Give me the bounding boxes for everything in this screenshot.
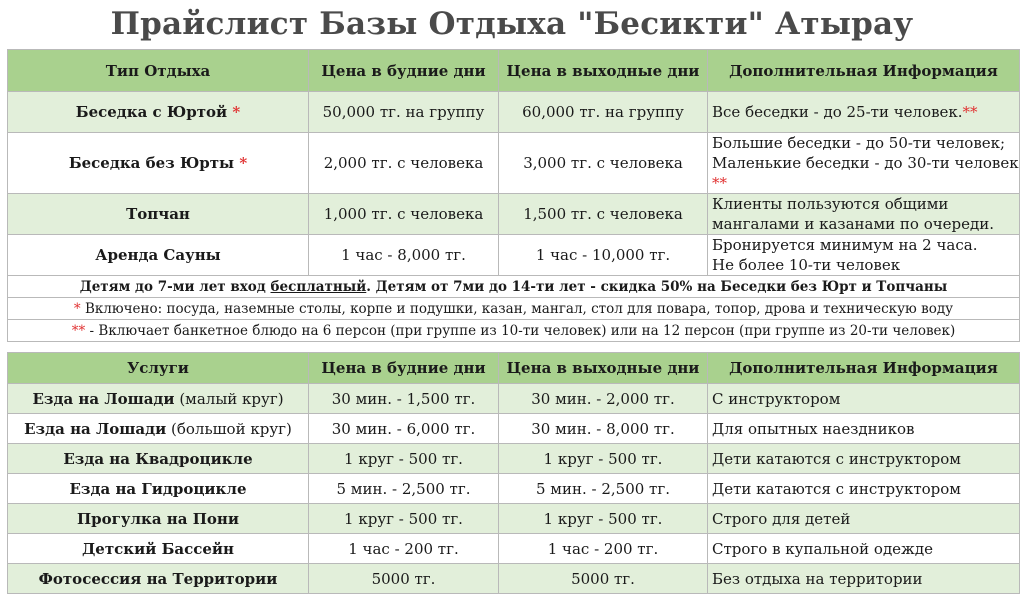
service-extra: (малый круг) — [174, 389, 284, 408]
table-row — [8, 194, 1020, 235]
table-row — [8, 414, 1020, 444]
weekend-price: 1,500 тг. с человека — [499, 194, 708, 235]
rest-type-cell — [8, 92, 309, 133]
table-row — [8, 444, 1020, 474]
weekday-price: 30 мин. - 1,500 тг. — [309, 384, 499, 414]
free-entry-text: бесплатный — [270, 278, 367, 295]
info-cell — [708, 92, 1020, 133]
weekday-price: 50,000 тг. на группу — [309, 92, 499, 133]
weekday-price: 1 круг - 500 тг. — [309, 444, 499, 474]
weekday-price: 30 мин. - 6,000 тг. — [309, 414, 499, 444]
note-text: Детям до 7-ми лет вход — [79, 278, 266, 295]
info-cell — [708, 133, 1020, 194]
table-row — [8, 235, 1020, 276]
banquet-note — [8, 320, 1020, 342]
info-line: Не более 10-ти человек — [712, 256, 901, 274]
note-text: - Включает банкетное блюдо на 6 персон (при группе из 10-ти человек) или на 12 персон (при группе из 20-ти человек) — [85, 322, 956, 339]
info-cell: Дети катаются с инструктором — [708, 474, 1020, 504]
weekday-price: 5000 тг. — [309, 564, 499, 594]
page-title: Прайслист Базы Отдыха "Бесикти" Атырау — [110, 6, 914, 42]
table-row — [8, 92, 1020, 133]
rest-type-name: Топчан — [126, 205, 190, 223]
rest-type-name: Аренда Сауны — [95, 246, 221, 264]
column-header: Цена в будние дни — [309, 353, 499, 384]
service-cell — [8, 384, 309, 414]
weekend-price: 3,000 тг. с человека — [499, 133, 708, 194]
weekday-price: 5 мин. - 2,500 тг. — [309, 474, 499, 504]
service-cell: Езда на Гидроцикле — [8, 474, 309, 504]
column-header: Тип Отдыха — [8, 50, 309, 92]
weekday-price: 2,000 тг. с человека — [309, 133, 499, 194]
service-cell — [8, 414, 309, 444]
column-header: Цена в выходные дни — [499, 353, 708, 384]
rest-type-cell — [8, 133, 309, 194]
double-asterisk-mark: ** — [71, 322, 86, 339]
price-table-services — [7, 352, 1020, 594]
service-cell: Фотосессия на Территории — [8, 564, 309, 594]
service-cell: Детский Бассейн — [8, 534, 309, 564]
service-name: Езда на Лошади — [24, 419, 167, 438]
rest-type-name: Беседка с Юртой — [75, 103, 228, 121]
double-asterisk-mark: ** — [712, 174, 727, 192]
table-row — [8, 564, 1020, 594]
note-text: . Детям от 7ми до 14-ти лет - скидка 50% на Беседки без Юрт и Топчаны — [366, 278, 948, 295]
rest-type-cell — [8, 194, 309, 235]
service-name: Езда на Лошади — [32, 389, 175, 408]
weekend-price: 1 круг - 500 тг. — [499, 444, 708, 474]
column-header: Дополнительная Информация — [708, 50, 1020, 92]
info-line: Маленькие беседки - до 30-ти человек — [712, 154, 1019, 172]
column-header: Цена в выходные дни — [499, 50, 708, 92]
table-header-row — [8, 353, 1020, 384]
weekend-price: 30 мин. - 8,000 тг. — [499, 414, 708, 444]
rest-type-name: Беседка без Юрты — [68, 154, 235, 172]
column-header: Дополнительная Информация — [708, 353, 1020, 384]
table-row — [8, 474, 1020, 504]
weekend-price: 1 час - 10,000 тг. — [499, 235, 708, 276]
table-row — [8, 133, 1020, 194]
column-header: Услуги — [8, 353, 309, 384]
kids-discount-note — [8, 276, 1020, 298]
info-cell: Строго для детей — [708, 504, 1020, 534]
info-cell — [708, 235, 1020, 276]
included-items-note — [8, 298, 1020, 320]
info-cell: Дети катаются с инструктором — [708, 444, 1020, 474]
table-header-row — [8, 50, 1020, 92]
weekday-price: 1 час - 200 тг. — [309, 534, 499, 564]
price-table-rest — [7, 49, 1020, 342]
weekend-price: 1 час - 200 тг. — [499, 534, 708, 564]
rest-type-cell — [8, 235, 309, 276]
asterisk-mark: * — [239, 154, 248, 172]
info-cell: С инструктором — [708, 384, 1020, 414]
asterisk-mark: * — [73, 300, 81, 317]
weekday-price: 1 круг - 500 тг. — [309, 504, 499, 534]
service-cell: Прогулка на Пони — [8, 504, 309, 534]
table-row — [8, 534, 1020, 564]
weekend-price: 5000 тг. — [499, 564, 708, 594]
info-line: мангалами и казанами по очереди. — [712, 215, 994, 233]
service-cell: Езда на Квадроцикле — [8, 444, 309, 474]
info-line: Все беседки - до 25-ти человек. — [712, 103, 963, 121]
info-line: Большие беседки - до 50-ти человек; — [712, 134, 1006, 152]
double-asterisk-mark: ** — [962, 103, 978, 121]
weekend-price: 5 мин. - 2,500 тг. — [499, 474, 708, 504]
info-cell: Без отдыха на территории — [708, 564, 1020, 594]
info-cell: Для опытных наездников — [708, 414, 1020, 444]
info-line: Бронируется минимум на 2 часа. — [712, 236, 978, 254]
note-text: Включено: посуда, наземные столы, корпе и подушки, казан, мангал, стол для повара, топор, дрова и техническую воду — [80, 300, 954, 317]
weekend-price: 30 мин. - 2,000 тг. — [499, 384, 708, 414]
column-header: Цена в будние дни — [309, 50, 499, 92]
weekend-price: 60,000 тг. на группу — [499, 92, 708, 133]
asterisk-mark: * — [232, 103, 241, 121]
weekend-price: 1 круг - 500 тг. — [499, 504, 708, 534]
info-cell — [708, 194, 1020, 235]
weekday-price: 1,000 тг. с человека — [309, 194, 499, 235]
info-line: Клиенты пользуются общими — [712, 195, 949, 213]
service-extra: (большой круг) — [166, 419, 292, 438]
table-row — [8, 384, 1020, 414]
table-row — [8, 504, 1020, 534]
weekday-price: 1 час - 8,000 тг. — [309, 235, 499, 276]
info-cell: Строго в купальной одежде — [708, 534, 1020, 564]
